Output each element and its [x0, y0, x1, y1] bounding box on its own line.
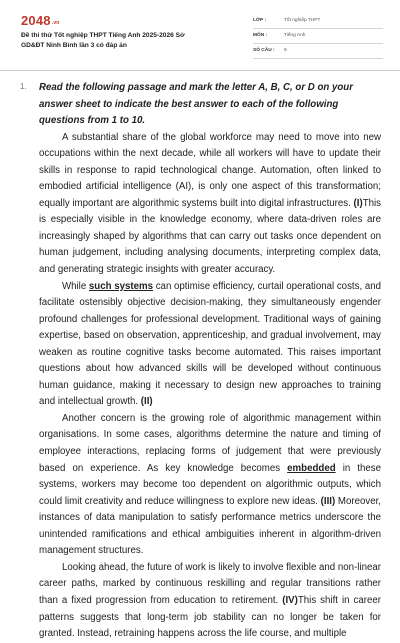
paragraph-2-lead: While [62, 280, 89, 292]
question-passage [39, 80, 381, 643]
paragraph-3-lead: Another concern is the growing role of algorithmic management within organisations. In some cases, algorithms determine the nature and timing of employee interactions, replacing forms of judgement that were previously based on experience. As key knowledge becomes [39, 412, 381, 474]
document-title-line-1: Đề thi thử Tốt nghiệp THPT Tiếng Anh 2025-2026 Sở [21, 32, 185, 39]
logo-text: 2048 [21, 13, 51, 28]
meta-count-row [253, 44, 383, 59]
document-title [21, 31, 231, 51]
highlighted-phrase-such-systems: such systems [88, 280, 154, 292]
meta-count-value: 6 [284, 48, 287, 53]
header-divider [0, 70, 400, 71]
document-title-line-2: GD&ĐT Ninh Bình lần 3 có đáp án [21, 42, 127, 49]
site-logo[interactable] [21, 13, 60, 28]
paragraph-1-continued: This is especially visible in the knowledge economy, where data-driven roles are increasingly shaped by algorithms that can carry out tasks once dependent on human judgement, including analysing documents, interpreting complex data, and generating strategic insights with greater accuracy. [39, 197, 381, 276]
question-number: 1. [20, 82, 27, 91]
paragraph-1-text: A substantial share of the global workforce may need to move into new occupations within the next decade, while all workers will have to update their skills in response to rapid technological change. Automation, often linked to embodied artificial intelligence (AI), is only one aspect of this transformation; equally important are algorithmic systems built into digital infrastructures. [39, 131, 381, 209]
marker-iv: (IV) [282, 594, 298, 606]
paragraph-3 [39, 411, 381, 560]
meta-count-label: SỐ CÂU : [253, 48, 275, 53]
paragraph-2-text: can optimise efficiency, curtail operational costs, and facilitate ostensibly objective decision-making, they simultaneously engender profound challenges for professional development. Traditional ways of gaining expertise, based on observation, apprenticeship, and gradual involvement, may weaken as routine cognitive tasks become automated. This raises important questions about how advanced skills will be developed without continuous human guidance, making it necessary to design new approaches to training and intellectual growth. [39, 280, 381, 408]
meta-subject-row [253, 29, 383, 44]
paragraph-4-text: This shift in career patterns suggests that long-term job stability can no longer be taken for granted. Instead, retraining happens across the life course, and multiple [39, 594, 381, 640]
meta-class-row [253, 14, 383, 29]
paragraph-1 [39, 130, 381, 279]
marker-iii: (III) [320, 495, 336, 507]
page-header [0, 0, 400, 70]
paragraph-3-text: in these systems, workers may become too dependent on algorithmic outputs, which could limit creativity and reduce willingness to explore new ideas. [39, 462, 381, 507]
paragraph-4 [39, 560, 381, 643]
marker-i: (I) [353, 197, 363, 209]
meta-class-label: LỚP : [253, 18, 267, 23]
question-instruction: Read the following passage and mark the letter A, B, C, or D on your answer sheet to indicate the best answer to each of the following questions from 1 to 10. [39, 82, 353, 127]
paragraph-3-continued: Moreover, instances of data manipulation to satisfy performance metrics underscore the unintended ramifications and ethical ambiguities inherent in algorithm-driven management structures. [39, 495, 381, 557]
meta-class-value: Tốt nghiệp THPT [284, 18, 321, 23]
marker-ii: (II) [140, 396, 153, 408]
meta-subject-label: MÔN : [253, 33, 268, 38]
paragraph-4-lead: Looking ahead, the future of work is likely to involve flexible and non-linear career paths, marked by continuous reskilling and regular transitions rather than a fixed progression from education to retirement. [39, 561, 381, 606]
logo-suffix: .vn [51, 20, 60, 26]
highlighted-word-embedded: embedded [287, 462, 336, 474]
meta-subject-value: Tiếng Anh [284, 33, 306, 38]
paragraph-2 [39, 279, 381, 411]
